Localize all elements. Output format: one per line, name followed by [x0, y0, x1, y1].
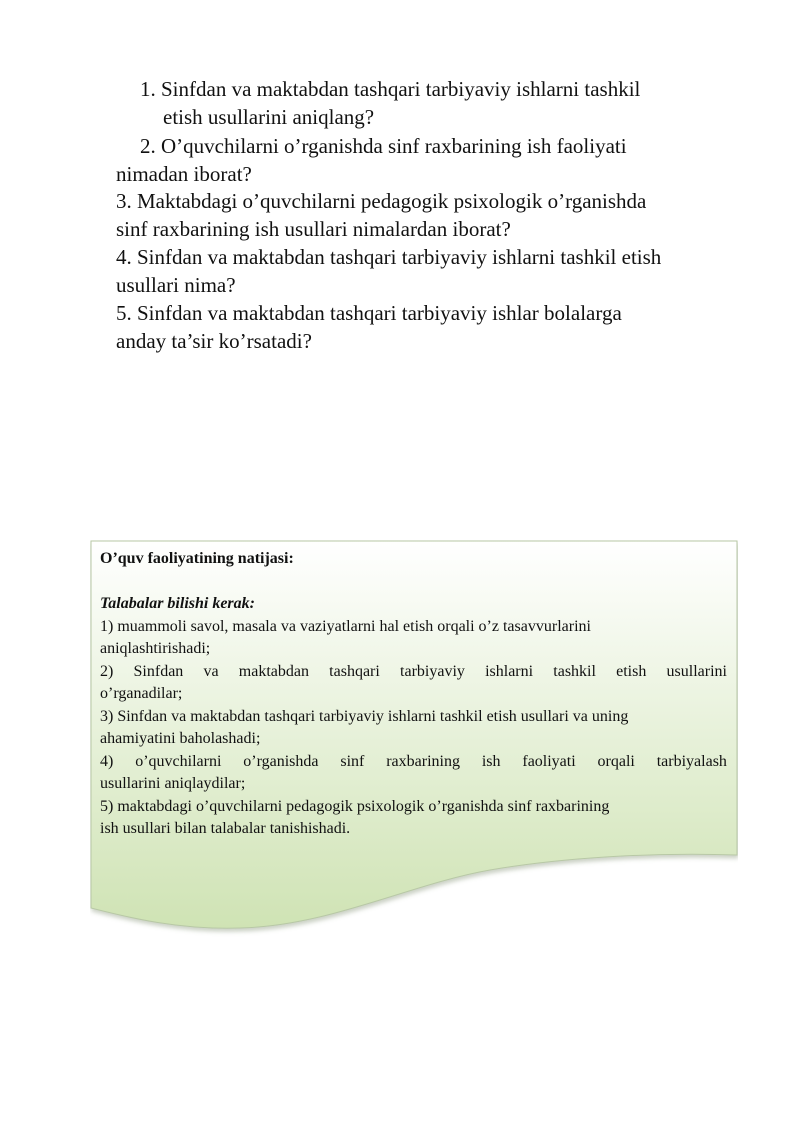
- question-5-line-2: anday ta’sir ko’rsatadi?: [116, 328, 312, 353]
- justified-word: orqali: [597, 752, 635, 770]
- question-5-line-1: 5. Sinfdan va maktabdan tashqari tarbiyaviy ishlar bolalarga: [116, 301, 622, 325]
- question-2-line-1: 2. O’quvchilarni o’rganishda sinf raxbarining ish faoliyati: [140, 134, 627, 158]
- justified-word: ishlarni: [485, 662, 534, 680]
- justified-word: 4): [100, 752, 114, 770]
- justified-word: raxbarining: [386, 752, 460, 770]
- justified-word: tarbiyaviy: [400, 662, 465, 680]
- outcome-item-5-line-1: 5) maktabdagi o’quvchilarni pedagogik psixologik o’rganishda sinf raxbarining: [100, 797, 610, 815]
- justified-word: ish: [481, 752, 501, 770]
- outcome-item-2-line-2: o’rganadilar;: [100, 685, 183, 702]
- card-title: O’quv faoliyatining natijasi:: [100, 550, 294, 567]
- outcome-item-3-line-1: 3) Sinfdan va maktabdan tashqari tarbiyaviy ishlarni tashkil etish usullari va uning: [100, 707, 629, 725]
- question-2-line-2: nimadan iborat?: [116, 161, 252, 186]
- justified-word: maktabdan: [238, 662, 309, 680]
- outcome-item-1-line-1: 1) muammoli savol, masala va vaziyatlarni hal etish orqali o’z tasavvurlarini: [100, 617, 591, 635]
- justified-word: tarbiyalash: [656, 752, 727, 770]
- question-1-line-2: etish usullarini aniqlang?: [163, 104, 375, 129]
- justified-word: o’rganishda: [243, 752, 319, 770]
- outcome-item-4-line-2: usullarini aniqlaydilar;: [100, 775, 246, 792]
- justified-word: sinf: [340, 752, 365, 770]
- outcome-item-2-line-1: [100, 661, 727, 684]
- justified-word: o’quvchilarni: [135, 752, 222, 770]
- outcome-item-3-line-2: ahamiyatini baholashadi;: [100, 730, 261, 747]
- justified-word: Sinfdan: [133, 662, 184, 680]
- learning-outcome-card: [90, 540, 738, 940]
- card-content: [100, 548, 727, 841]
- justified-word: usullarini: [666, 662, 727, 680]
- card-subtitle: Talabalar bilishi kerak:: [100, 595, 255, 612]
- justified-word: tashkil: [553, 662, 596, 680]
- question-3-line-2: sinf raxbarining ish usullari nimalardan iborat?: [116, 216, 511, 241]
- justified-word: va: [203, 662, 219, 680]
- justified-word: 2): [100, 662, 114, 680]
- justified-word: etish: [616, 662, 647, 680]
- question-4-line-2: usullari nima?: [116, 272, 236, 297]
- outcome-item-1-line-2: aniqlashtirishadi;: [100, 640, 211, 657]
- question-3-line-1: 3. Maktabdagi o’quvchilarni pedagogik psixologik o’rganishda: [116, 189, 647, 213]
- justified-word: faoliyati: [522, 752, 576, 770]
- justified-word: tashqari: [329, 662, 380, 680]
- outcome-item-4-line-1: [100, 751, 727, 774]
- question-4-line-1: 4. Sinfdan va maktabdan tashqari tarbiyaviy ishlarni tashkil etish: [116, 245, 662, 269]
- question-1-line-1: 1. Sinfdan va maktabdan tashqari tarbiyaviy ishlarni tashkil: [140, 77, 641, 101]
- outcome-item-5-line-2: ish usullari bilan talabalar tanishishadi.: [100, 820, 351, 837]
